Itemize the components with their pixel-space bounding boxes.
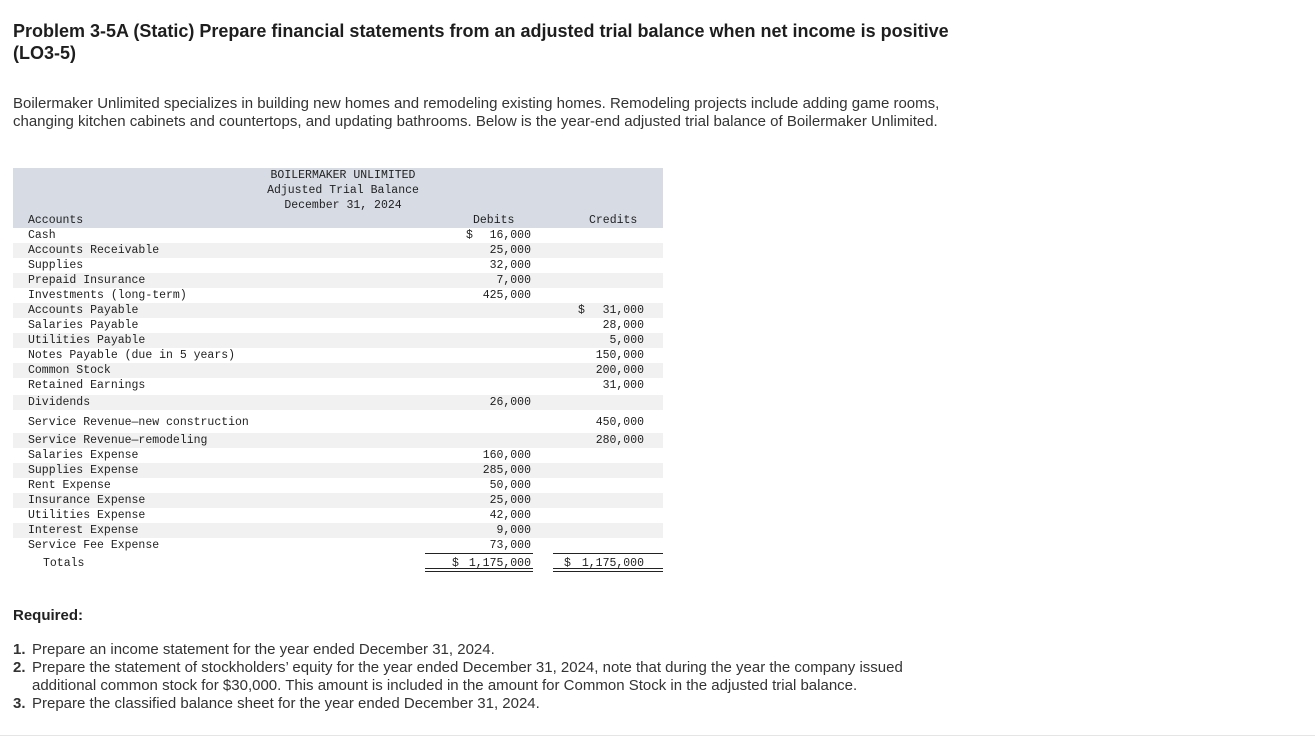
account-name: Service Fee Expense xyxy=(28,539,160,552)
account-name: Investments (long-term) xyxy=(28,289,187,302)
credit-amount: 150,000 xyxy=(595,349,644,362)
statement-date: December 31, 2024 xyxy=(284,199,402,212)
required-item xyxy=(13,659,963,695)
credit-amount: 31,000 xyxy=(602,379,644,392)
required-item xyxy=(13,695,963,713)
table-row xyxy=(13,433,663,448)
divider xyxy=(0,735,1315,736)
table-row xyxy=(13,333,663,348)
table-row xyxy=(13,378,663,393)
required-item-text: Prepare the statement of stockholders’ equity for the year ended December 31, 2024, note that during the year the company issued additional common stock for $30,000. This amount is included in the amount for Common Stock in the adjusted trial balance. xyxy=(32,659,903,694)
debit-amount: 73,000 xyxy=(489,539,531,552)
debit-total: 1,175,000 xyxy=(468,557,531,570)
required-item-text: Prepare the classified balance sheet for the year ended December 31, 2024. xyxy=(32,695,540,712)
debit-amount: 9,000 xyxy=(496,524,531,537)
currency-sign: $ xyxy=(578,304,585,317)
problem-title: Problem 3-5A (Static) Prepare financial statements from an adjusted trial balance when net income is positive (LO3-5) xyxy=(13,21,949,63)
debit-amount: 285,000 xyxy=(482,464,531,477)
account-name: Salaries Payable xyxy=(28,319,139,332)
debit-amount: 425,000 xyxy=(482,289,531,302)
account-name: Service Revenue—remodeling xyxy=(28,434,208,447)
account-name: Common Stock xyxy=(28,364,111,377)
table-header xyxy=(13,168,663,228)
credit-amount: 28,000 xyxy=(602,319,644,332)
credit-amount: 450,000 xyxy=(595,416,644,429)
required-item-text: Prepare an income statement for the year ended December 31, 2024. xyxy=(32,641,495,658)
credit-amount: 200,000 xyxy=(595,364,644,377)
table-row xyxy=(13,318,663,333)
statement-name: Adjusted Trial Balance xyxy=(267,184,419,197)
debit-amount: 7,000 xyxy=(496,274,531,287)
table-row xyxy=(13,303,663,318)
account-name: Utilities Expense xyxy=(28,509,146,522)
currency-sign: $ xyxy=(466,229,473,242)
required-item-number: 3. xyxy=(13,695,26,712)
column-header-credits: Credits xyxy=(589,214,638,227)
account-name: Salaries Expense xyxy=(28,449,139,462)
table-row xyxy=(13,538,663,553)
required-list xyxy=(13,641,963,713)
table-row xyxy=(13,448,663,463)
account-name: Accounts Payable xyxy=(28,304,139,317)
debit-amount: 42,000 xyxy=(489,509,531,522)
debit-amount: 32,000 xyxy=(489,259,531,272)
debit-amount: 16,000 xyxy=(489,229,531,242)
debit-total-rule xyxy=(425,553,533,554)
credit-double-rule xyxy=(553,568,663,572)
table-row xyxy=(13,348,663,363)
required-heading: Required: xyxy=(13,607,84,624)
table-row xyxy=(13,493,663,508)
table-row xyxy=(13,273,663,288)
table-row xyxy=(13,508,663,523)
account-name: Service Revenue—new construction xyxy=(28,416,249,429)
adjusted-trial-balance-table xyxy=(13,168,663,572)
table-row xyxy=(13,288,663,303)
table-row xyxy=(13,523,663,538)
account-name: Supplies xyxy=(28,259,84,272)
account-name: Utilities Payable xyxy=(28,334,146,347)
table-row xyxy=(13,478,663,493)
problem-intro: Boilermaker Unlimited specializes in building new homes and remodeling existing homes. Remodeling projects include adding game rooms, changing kitchen cabinets and countertops, and updating bathrooms. Below is the year-end adjusted trial balance of Boilermaker Unlimited. xyxy=(13,95,940,130)
account-name: Cash xyxy=(28,229,56,242)
account-name: Retained Earnings xyxy=(28,379,146,392)
company-name: BOILERMAKER UNLIMITED xyxy=(270,169,416,182)
required-item xyxy=(13,641,963,659)
table-row xyxy=(13,363,663,378)
debit-double-rule xyxy=(425,568,533,572)
table-row xyxy=(13,258,663,273)
required-item-number: 2. xyxy=(13,659,26,676)
account-name: Insurance Expense xyxy=(28,494,146,507)
account-name: Notes Payable (due in 5 years) xyxy=(28,349,236,362)
credit-total: 1,175,000 xyxy=(581,557,644,570)
column-header-accounts: Accounts xyxy=(28,214,84,227)
account-name: Dividends xyxy=(28,396,91,409)
account-name: Interest Expense xyxy=(28,524,139,537)
totals-label: Totals xyxy=(43,557,85,570)
table-row xyxy=(13,463,663,478)
debit-amount: 25,000 xyxy=(489,494,531,507)
debit-amount: 50,000 xyxy=(489,479,531,492)
credit-amount: 280,000 xyxy=(595,434,644,447)
account-name: Supplies Expense xyxy=(28,464,139,477)
credit-amount: 31,000 xyxy=(602,304,644,317)
debit-amount: 160,000 xyxy=(482,449,531,462)
table-row xyxy=(13,243,663,258)
table-row xyxy=(13,228,663,243)
currency-sign: $ xyxy=(452,557,459,570)
account-name: Prepaid Insurance xyxy=(28,274,146,287)
account-name: Rent Expense xyxy=(28,479,111,492)
account-name: Accounts Receivable xyxy=(28,244,160,257)
table-row xyxy=(13,395,663,410)
debit-amount: 26,000 xyxy=(489,396,531,409)
credit-amount: 5,000 xyxy=(609,334,644,347)
debit-amount: 25,000 xyxy=(489,244,531,257)
currency-sign: $ xyxy=(564,557,571,570)
credit-total-rule xyxy=(553,553,663,554)
column-header-debits: Debits xyxy=(473,214,515,227)
table-row xyxy=(13,415,663,430)
required-item-number: 1. xyxy=(13,641,26,658)
